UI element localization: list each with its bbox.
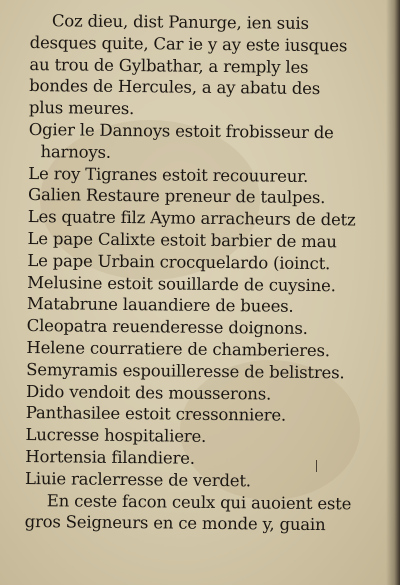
text-line: harnoys.	[40, 141, 111, 162]
text-line: desques quite, Car ie y ay este iusques	[29, 32, 348, 56]
text-line: Le roy Tigranes estoit recouureur.	[28, 163, 309, 186]
text-line: Le pape Urbain crocquelardo (ioinct.	[27, 250, 331, 273]
text-line: Coz dieu, dist Panurge, ien suis	[51, 11, 309, 33]
text-line: plus meures.	[28, 98, 135, 119]
text-line: Helene courratiere de chamberieres.	[26, 337, 330, 361]
text-line: Panthasilee estoit cressonniere.	[25, 403, 287, 426]
text-line: Hortensia filandiere.	[25, 446, 195, 468]
text-line: Le pape Calixte estoit barbier de mau	[27, 228, 337, 252]
text-line: Lucresse hospitaliere.	[25, 425, 207, 447]
page-gutter-shadow	[386, 0, 400, 585]
text-line: Ogier le Dannoys estoit frobisseur de	[28, 119, 334, 143]
text-line: gros Seigneurs en ce monde y, guain	[24, 512, 326, 535]
text-line: Matabrune lauandiere de buees.	[26, 294, 294, 317]
text-line: bondes de Hercules, a ay abatu des	[29, 76, 321, 99]
text-line: Cleopatra reuenderesse doignons.	[26, 316, 308, 339]
text-line: au trou de Gylbathar, a remply les	[29, 54, 309, 77]
page-text	[25, 10, 370, 537]
text-line: Galien Restaure preneur de taulpes.	[27, 185, 326, 208]
text-line: Melusine estoit souillarde de cuysine.	[27, 272, 336, 295]
text-line: Semyramis espouilleresse de belistres.	[26, 359, 345, 383]
text-line: En ceste facon ceulx qui auoient este	[46, 490, 352, 513]
text-line: Dido vendoit des mousserons.	[25, 381, 272, 404]
text-line: Les quatre filz Aymo arracheurs de detz	[27, 207, 356, 230]
text-line: Liuie raclerresse de verdet.	[24, 468, 251, 491]
